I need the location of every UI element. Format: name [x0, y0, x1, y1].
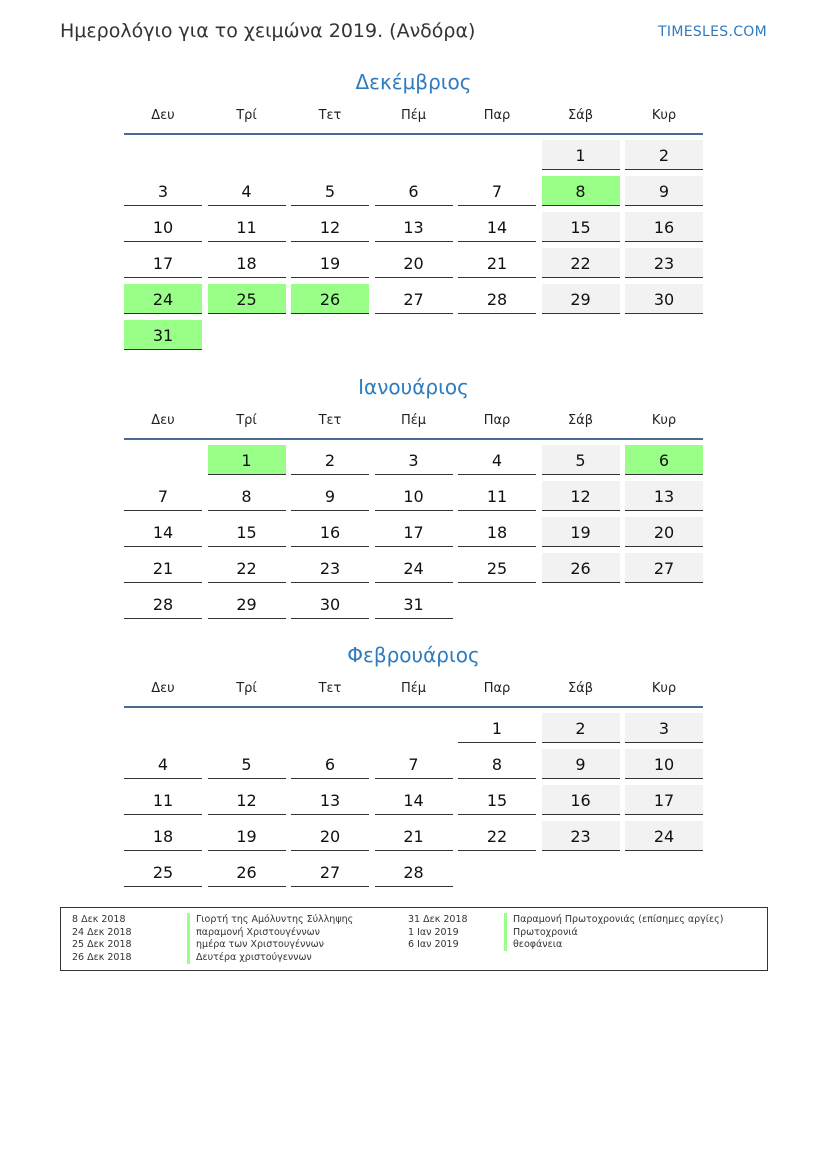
day-cell: 19: [542, 517, 620, 547]
weekday-label: Πέμ: [400, 413, 427, 428]
legend-holiday-name: Γιορτή της Αμόλυντης Σύλληψης: [187, 913, 353, 926]
legend-holiday-name: θεοφάνεια: [504, 938, 562, 951]
day-cell: 16: [542, 785, 620, 815]
day-cell: 27: [625, 553, 703, 583]
weekday-label: Σάβ: [567, 108, 594, 123]
day-cell: 11: [458, 481, 536, 511]
weekday-label: Πέμ: [400, 108, 427, 123]
day-cell: 23: [291, 553, 369, 583]
weekday-label: Τετ: [318, 413, 342, 428]
day-cell: 31: [124, 320, 202, 350]
weekday-label: Δευ: [151, 413, 175, 428]
day-cell: 7: [124, 481, 202, 511]
day-cell: 17: [375, 517, 453, 547]
brand-logo[interactable]: TIMESLES.COM: [658, 24, 767, 40]
day-cell: 13: [375, 212, 453, 242]
day-cell: 1: [542, 140, 620, 170]
day-cell: 9: [291, 481, 369, 511]
weekday-label: Σάβ: [567, 413, 594, 428]
day-cell: 24: [375, 553, 453, 583]
day-cell: 18: [124, 821, 202, 851]
day-cell: 28: [124, 589, 202, 619]
day-cell: 3: [625, 713, 703, 743]
day-cell: 2: [625, 140, 703, 170]
day-cell: 25: [124, 857, 202, 887]
day-cell: 4: [124, 749, 202, 779]
month-title: Ιανουάριος: [358, 375, 469, 399]
day-cell: 15: [458, 785, 536, 815]
day-cell: 1: [458, 713, 536, 743]
day-cell: 12: [208, 785, 286, 815]
day-cell: 16: [291, 517, 369, 547]
day-cell: 15: [542, 212, 620, 242]
month-block: [124, 68, 703, 345]
day-cell: 2: [291, 445, 369, 475]
day-cell: 9: [625, 176, 703, 206]
day-cell: 26: [208, 857, 286, 887]
day-cell: 13: [291, 785, 369, 815]
day-cell: 29: [208, 589, 286, 619]
day-cell: 2: [542, 713, 620, 743]
day-cell: 22: [208, 553, 286, 583]
day-cell: 22: [458, 821, 536, 851]
day-cell: 3: [375, 445, 453, 475]
day-cell: 26: [542, 553, 620, 583]
weekday-label: Τρί: [236, 108, 257, 123]
day-cell: 20: [625, 517, 703, 547]
day-cell: 21: [124, 553, 202, 583]
day-cell: 1: [208, 445, 286, 475]
day-cell: 14: [124, 517, 202, 547]
day-cell: 8: [458, 749, 536, 779]
day-cell: 15: [208, 517, 286, 547]
day-cell: 16: [625, 212, 703, 242]
day-cell: 11: [208, 212, 286, 242]
weekday-label: Σάβ: [567, 681, 594, 696]
weekday-label: Τρί: [236, 681, 257, 696]
legend-holiday-name: Πρωτοχρονιά: [504, 926, 578, 939]
month-title: Δεκέμβριος: [355, 70, 472, 94]
day-cell: 28: [458, 284, 536, 314]
day-cell: 20: [375, 248, 453, 278]
day-cell: 23: [625, 248, 703, 278]
weekday-header: [124, 674, 703, 708]
day-cell: 9: [542, 749, 620, 779]
legend-date: 26 Δεκ 2018: [72, 951, 132, 963]
day-cell: 30: [291, 589, 369, 619]
day-cell: 14: [458, 212, 536, 242]
weekday-label: Δευ: [151, 108, 175, 123]
day-cell: 18: [208, 248, 286, 278]
month-block: [124, 641, 703, 882]
day-cell: 8: [208, 481, 286, 511]
day-cell: 6: [375, 176, 453, 206]
day-cell: 8: [542, 176, 620, 206]
day-cell: 11: [124, 785, 202, 815]
legend-holiday-name: Δευτέρα χριστούγεννων: [187, 951, 312, 964]
weekday-label: Κυρ: [651, 413, 677, 428]
day-cell: 19: [291, 248, 369, 278]
legend-date: 8 Δεκ 2018: [72, 914, 126, 925]
day-cell: 7: [375, 749, 453, 779]
day-cell: 31: [375, 589, 453, 619]
day-cell: 17: [625, 785, 703, 815]
day-cell: 24: [124, 284, 202, 314]
page-title: Ημερολόγιο για το χειμώνα 2019. (Ανδόρα): [60, 20, 476, 42]
day-cell: 5: [542, 445, 620, 475]
legend-date: 31 Δεκ 2018: [408, 914, 468, 925]
month-title: Φεβρουάριος: [347, 643, 480, 667]
day-cell: 7: [458, 176, 536, 206]
holiday-legend: [60, 907, 768, 971]
day-cell: 18: [458, 517, 536, 547]
day-cell: 10: [375, 481, 453, 511]
day-cell: 10: [625, 749, 703, 779]
day-cell: 4: [458, 445, 536, 475]
day-cell: 12: [291, 212, 369, 242]
day-cell: 17: [124, 248, 202, 278]
day-cell: 5: [291, 176, 369, 206]
legend-date: 25 Δεκ 2018: [72, 939, 132, 950]
day-cell: 21: [375, 821, 453, 851]
day-cell: 29: [542, 284, 620, 314]
day-cell: 21: [458, 248, 536, 278]
day-cell: 23: [542, 821, 620, 851]
legend-date: 24 Δεκ 2018: [72, 926, 132, 938]
day-cell: 10: [124, 212, 202, 242]
day-cell: 24: [625, 821, 703, 851]
legend-date: 1 Ιαν 2019: [408, 926, 459, 938]
legend-date: 6 Ιαν 2019: [408, 939, 459, 950]
day-cell: 3: [124, 176, 202, 206]
weekday-label: Παρ: [483, 413, 511, 428]
day-cell: 6: [625, 445, 703, 475]
day-cell: 12: [542, 481, 620, 511]
day-cell: 27: [375, 284, 453, 314]
day-cell: 25: [208, 284, 286, 314]
weekday-label: Παρ: [483, 681, 511, 696]
day-cell: 22: [542, 248, 620, 278]
day-cell: 13: [625, 481, 703, 511]
weekday-label: Παρ: [483, 108, 511, 123]
day-cell: 14: [375, 785, 453, 815]
legend-holiday-name: Παραμονή Πρωτοχρονιάς (επίσημες αργίες): [504, 913, 723, 926]
weekday-label: Κυρ: [651, 681, 677, 696]
day-cell: 6: [291, 749, 369, 779]
day-cell: 20: [291, 821, 369, 851]
weekday-label: Κυρ: [651, 108, 677, 123]
day-cell: 4: [208, 176, 286, 206]
weekday-header: [124, 406, 703, 440]
day-cell: 5: [208, 749, 286, 779]
weekday-label: Δευ: [151, 681, 175, 696]
day-cell: 19: [208, 821, 286, 851]
day-cell: 26: [291, 284, 369, 314]
weekday-label: Τρί: [236, 413, 257, 428]
weekday-label: Τετ: [318, 108, 342, 123]
day-cell: 30: [625, 284, 703, 314]
month-block: [124, 373, 703, 614]
weekday-header: [124, 101, 703, 135]
legend-holiday-name: ημέρα των Χριστουγέννων: [187, 938, 324, 951]
legend-holiday-name: παραμονή Χριστουγέννων: [187, 926, 320, 939]
weekday-label: Πέμ: [400, 681, 427, 696]
day-cell: 25: [458, 553, 536, 583]
weekday-label: Τετ: [318, 681, 342, 696]
day-cell: 28: [375, 857, 453, 887]
day-cell: 27: [291, 857, 369, 887]
